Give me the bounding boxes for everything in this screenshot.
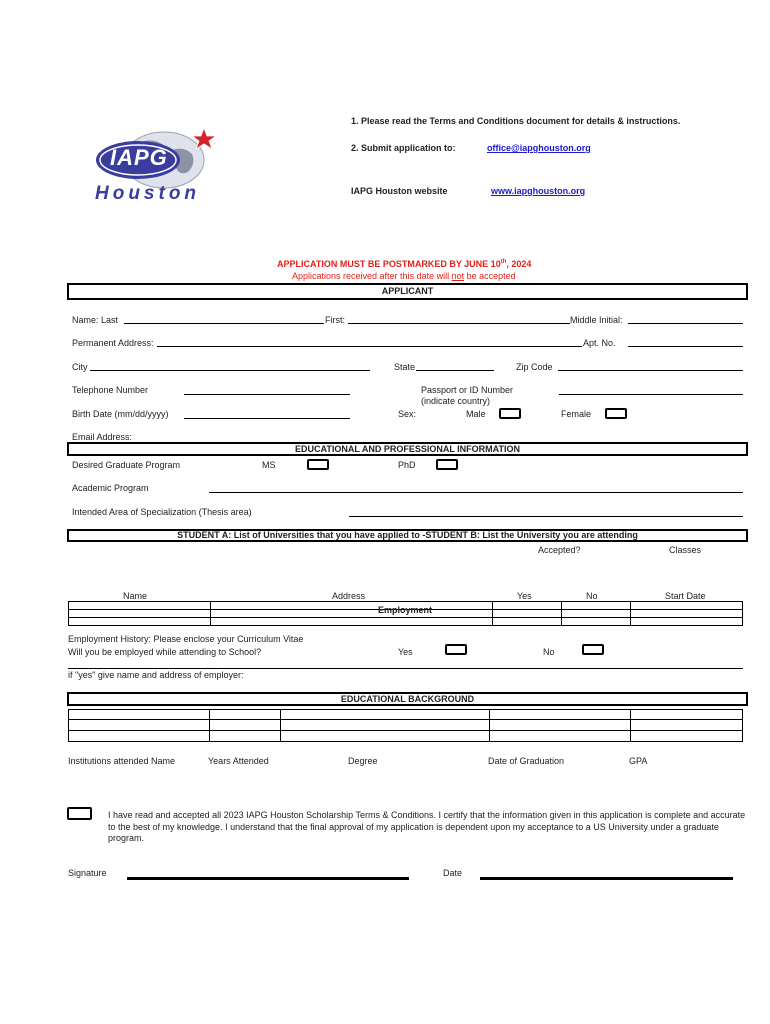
birth-date-label: Birth Date (mm/dd/yyyy): [72, 409, 169, 419]
gpa-col-label: GPA: [629, 756, 648, 766]
applicant-header: APPLICANT: [67, 283, 748, 300]
city-label: City: [72, 362, 88, 372]
phone-field[interactable]: [184, 394, 350, 395]
academic-program-label: Academic Program: [72, 483, 149, 493]
date-label: Date: [443, 868, 463, 878]
no-col-label: No: [586, 591, 598, 601]
graduation-col-label: Date of Graduation: [488, 756, 565, 766]
instruction-2: 2. Submit application to:: [351, 143, 456, 153]
employment-no-label: No: [543, 647, 555, 657]
accepted-label: Accepted?: [538, 545, 581, 555]
phone-label: Telephone Number: [72, 385, 149, 395]
declaration-text: I have read and accepted all 2023 IAPG Houston Scholarship Terms & Conditions. I certify that the information given in this application is complete and accurate to the best of my knowledge. I understand that the final approval of my application is dependent upon my acceptance to a US University under a graduate program.: [108, 810, 746, 843]
employment-question-label: Will you be employed while attending to School?: [68, 647, 262, 657]
middle-initial-field[interactable]: [628, 323, 743, 324]
website-label: IAPG Houston website: [351, 186, 448, 196]
website-link[interactable]: www.iapghouston.org: [491, 186, 586, 196]
zip-field[interactable]: [558, 370, 743, 371]
address-field[interactable]: [157, 346, 582, 347]
deadline-notice: APPLICATION MUST BE POSTMARKED BY JUNE 10th, 2024: [277, 259, 532, 269]
passport-label: Passport or ID Number (indicate country): [421, 385, 514, 406]
zip-label: Zip Code: [516, 362, 553, 372]
specialization-field[interactable]: [349, 516, 743, 517]
classes-label: Classes: [669, 545, 702, 555]
universities-header: STUDENT A: List of Universities that you have applied to -STUDENT B: List the University you are attending: [67, 529, 748, 542]
education-header: EDUCATIONAL AND PROFESSIONAL INFORMATION: [67, 442, 748, 456]
email-link[interactable]: office@iapghouston.org: [487, 143, 591, 153]
phd-label: PhD: [398, 460, 416, 470]
apt-field[interactable]: [628, 346, 743, 347]
state-field[interactable]: [416, 370, 494, 371]
academic-program-field[interactable]: [209, 492, 743, 493]
male-checkbox[interactable]: [499, 408, 521, 419]
signature-field[interactable]: [127, 877, 409, 880]
instruction-1: 1. Please read the Terms and Conditions document for details & instructions.: [351, 116, 681, 126]
employer-label: if "yes" give name and address of employer:: [68, 670, 244, 680]
address-label: Permanent Address:: [72, 338, 154, 348]
desired-program-label: Desired Graduate Program: [72, 460, 181, 470]
name-col-label: Name: [123, 591, 148, 601]
employment-yes-checkbox[interactable]: [445, 644, 467, 655]
female-checkbox[interactable]: [605, 408, 627, 419]
employment-no-checkbox[interactable]: [582, 644, 604, 655]
declaration-checkbox[interactable]: [67, 807, 92, 820]
background-table[interactable]: [68, 709, 743, 742]
first-name-label: First:: [325, 315, 345, 325]
state-label: State: [394, 362, 416, 372]
employment-history-label: Employment History: Please enclose your Curriculum Vitae: [68, 634, 304, 644]
phd-checkbox[interactable]: [436, 459, 458, 470]
date-field[interactable]: [480, 877, 733, 880]
sex-label: Sex:: [398, 409, 417, 419]
employment-yes-label: Yes: [398, 647, 413, 657]
first-name-field[interactable]: [348, 323, 570, 324]
logo-brand: IAPG: [110, 145, 168, 170]
specialization-label: Intended Area of Specialization (Thesis area): [72, 507, 252, 517]
middle-initial-label: Middle Initial:: [570, 315, 623, 325]
birth-date-field[interactable]: [184, 418, 350, 419]
male-label: Male: [466, 409, 486, 419]
city-field[interactable]: [90, 370, 370, 371]
address-col-label: Address: [332, 591, 366, 601]
signature-label: Signature: [68, 868, 107, 878]
start-date-col-label: Start Date: [665, 591, 706, 601]
employer-divider: [68, 668, 743, 669]
female-label: Female: [561, 409, 592, 419]
last-name-label: Name: Last: [72, 315, 119, 325]
ms-label: MS: [262, 460, 276, 470]
ms-checkbox[interactable]: [307, 459, 329, 470]
email-label: Email Address:: [72, 432, 133, 442]
deadline-subnote: Applications received after this date will not be accepted: [292, 271, 516, 281]
yes-col-label: Yes: [517, 591, 532, 601]
employment-header: Employment: [378, 605, 433, 615]
passport-field[interactable]: [559, 394, 743, 395]
last-name-field[interactable]: [124, 323, 324, 324]
background-header: EDUCATIONAL BACKGROUND: [67, 692, 748, 706]
years-col-label: Years Attended: [208, 756, 269, 766]
logo-city: Houston: [95, 183, 201, 204]
degree-col-label: Degree: [348, 756, 378, 766]
apt-label: Apt. No.: [583, 338, 616, 348]
institutions-col-label: Institutions attended Name: [68, 756, 176, 766]
